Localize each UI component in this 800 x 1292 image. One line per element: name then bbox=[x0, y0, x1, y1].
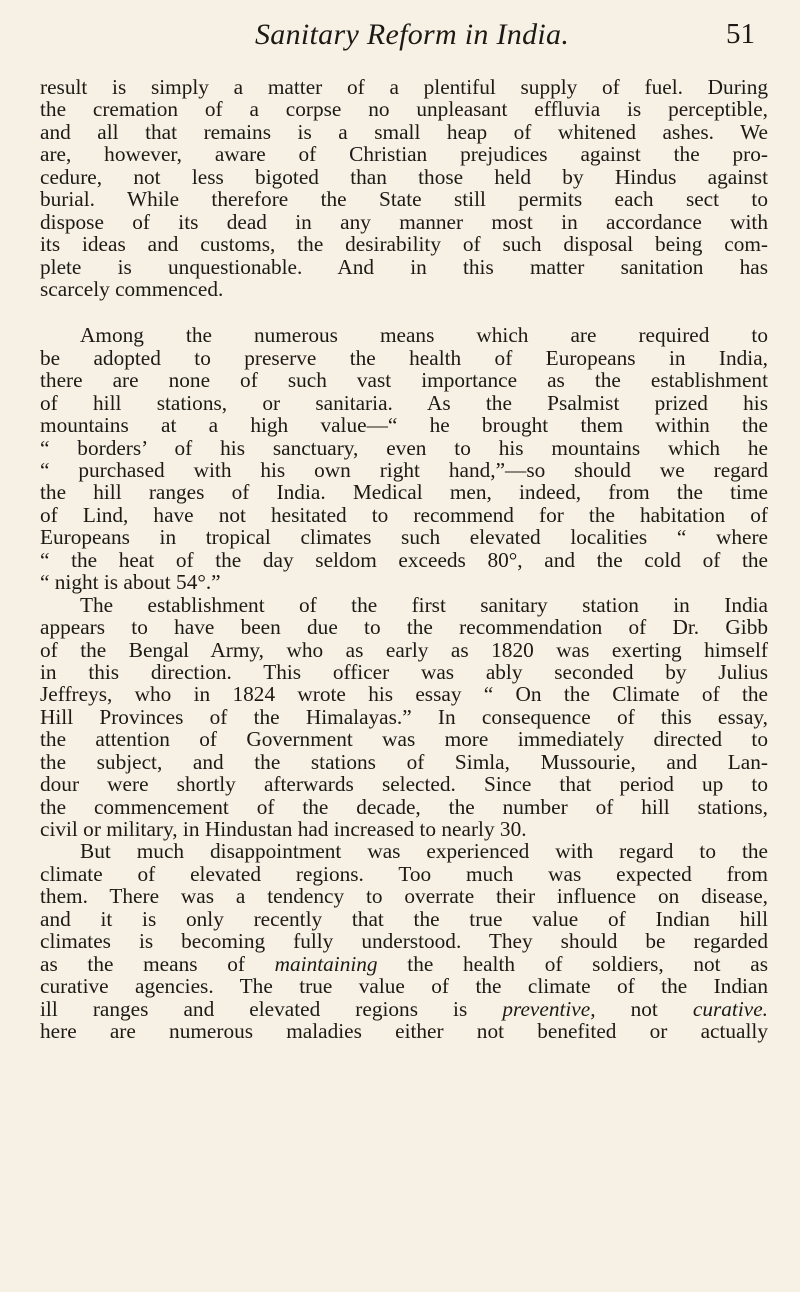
italic-word: curative. bbox=[692, 996, 768, 1021]
text-line: the cremation of a corpse no unpleasant effluvia is perceptible, bbox=[40, 97, 768, 122]
text-line: here are numerous maladies either not benefited or actually bbox=[40, 1018, 768, 1043]
text-line: dispose of its dead in any manner most in accordance with bbox=[40, 209, 768, 234]
text-line: and it is only recently that the true value of Indian hill bbox=[40, 906, 768, 931]
text-line: “ the heat of the day seldom exceeds 80°, and the cold of the bbox=[40, 547, 768, 572]
text-run: ill ranges and elevated regions is bbox=[40, 996, 503, 1021]
text-line: Among the numerous means which are required to bbox=[80, 323, 768, 348]
text-line bbox=[40, 953, 768, 975]
text-line: But much disappointment was experienced with regard to the bbox=[80, 839, 768, 864]
paragraph bbox=[40, 840, 768, 1042]
page-number: 51 bbox=[726, 18, 755, 50]
text-line: the subject, and the stations of Simla, Mussourie, and Lan- bbox=[40, 749, 768, 774]
text-line: Jeffreys, who in 1824 wrote his essay “ On the Climate of the bbox=[40, 682, 768, 707]
text-line: be adopted to preserve the health of Europeans in India, bbox=[40, 345, 768, 370]
text-line: climates is becoming fully understood. They should be regarded bbox=[40, 929, 768, 954]
text-line: plete is unquestionable. And in this matter sanitation has bbox=[40, 254, 768, 279]
paragraph bbox=[40, 324, 768, 593]
text-line: its ideas and customs, the desirability of such disposal being com- bbox=[40, 232, 768, 257]
text-line: there are none of such vast importance as the establishment bbox=[40, 368, 768, 393]
text-line: in this direction. This officer was ably seconded by Julius bbox=[40, 659, 768, 684]
text-line: curative agencies. The true value of the climate of the Indian bbox=[40, 974, 768, 999]
text-line: “ night is about 54°.” bbox=[40, 570, 221, 595]
text-line: burial. While therefore the State still permits each sect to bbox=[40, 187, 768, 212]
text-line: are, however, aware of Christian prejudices against the pro- bbox=[40, 142, 768, 167]
text-line: “ purchased with his own right hand,”—so should we regard bbox=[40, 458, 768, 482]
text-line: the attention of Government was more immediately directed to bbox=[40, 727, 768, 752]
text-line: climate of elevated regions. Too much was expected from bbox=[40, 861, 768, 886]
text-line: and all that remains is a small heap of whitened ashes. We bbox=[40, 119, 768, 144]
body-text bbox=[40, 76, 768, 1042]
paragraph bbox=[40, 76, 768, 300]
text-run: not bbox=[595, 996, 693, 1021]
text-line: of Lind, have not hesitated to recommend for the habitation of bbox=[40, 502, 768, 527]
text-line: civil or military, in Hindustan had increased to nearly 30. bbox=[40, 817, 527, 841]
italic-word: preventive, bbox=[502, 996, 596, 1021]
text-line: appears to have been due to the recommendation of Dr. Gibb bbox=[40, 615, 768, 640]
running-title: Sanitary Reform in India. bbox=[255, 18, 570, 51]
text-line: cedure, not less bigoted than those held by Hindus against bbox=[40, 164, 768, 189]
italic-word: maintaining bbox=[274, 951, 378, 976]
text-line: result is simply a matter of a plentiful supply of fuel. During bbox=[40, 75, 768, 99]
text-line: Hill Provinces of the Himalayas.” In consequence of this essay, bbox=[40, 704, 768, 729]
paragraph bbox=[40, 594, 768, 841]
text-line: of the Bengal Army, who as early as 1820 was exerting himself bbox=[40, 637, 768, 662]
text-run: the health of soldiers, not as bbox=[377, 951, 769, 976]
text-line: dour were shortly afterwards selected. Since that period up to bbox=[40, 772, 768, 797]
text-line bbox=[40, 998, 768, 1020]
text-line: “ borders’ of his sanctuary, even to his mountains which he bbox=[40, 435, 768, 460]
text-line: Europeans in tropical climates such elevated localities “ where bbox=[40, 525, 768, 550]
text-line: mountains at a high value—“ he brought them within the bbox=[40, 413, 768, 438]
text-line: the commencement of the decade, the number of hill stations, bbox=[40, 794, 768, 819]
text-line: scarcely commenced. bbox=[40, 276, 224, 301]
text-line: the hill ranges of India. Medical men, indeed, from the time bbox=[40, 480, 768, 505]
text-run: as the means of bbox=[40, 951, 275, 976]
paragraph-gap bbox=[40, 300, 768, 324]
text-line: The establishment of the first sanitary station in India bbox=[80, 592, 768, 617]
text-line: them. There was a tendency to overrate their influence on disease, bbox=[40, 884, 768, 909]
text-line: of hill stations, or sanitaria. As the Psalmist prized his bbox=[40, 390, 768, 415]
running-head bbox=[0, 18, 800, 58]
